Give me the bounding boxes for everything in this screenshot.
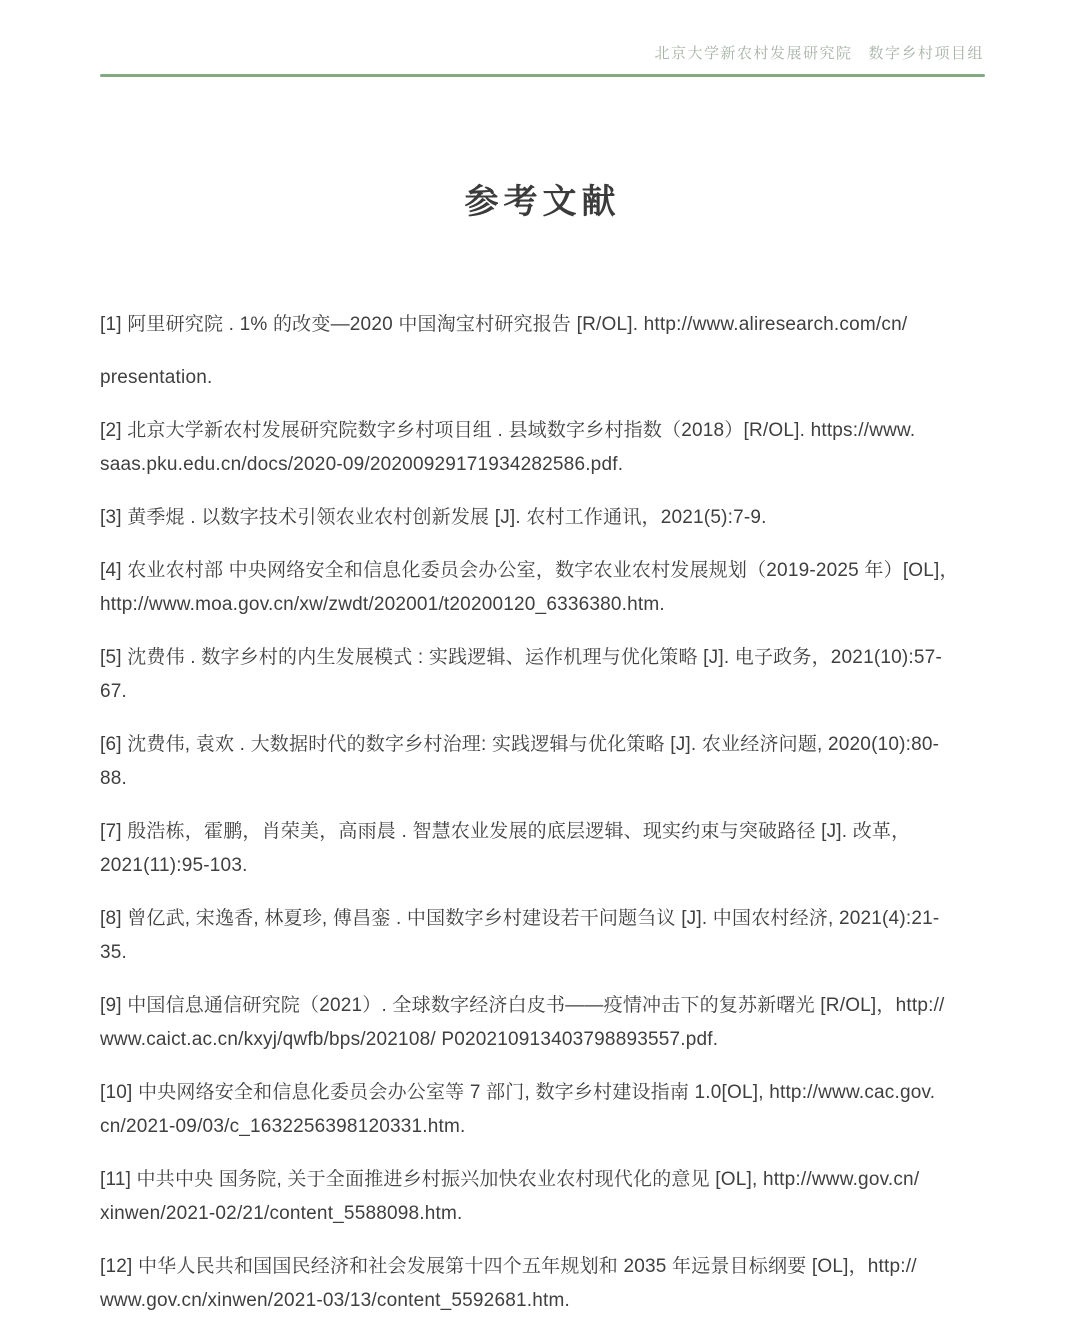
reference-11-line-1: [11] 中共中央 国务院, 关于全面推进乡村振兴加快农业农村现代化的意见 [OL], http://www.gov.cn/: [100, 1169, 920, 1190]
reference-6-line-1: [6] 沈费伟, 袁欢 . 大数据时代的数字乡村治理: 实践逻辑与优化策略 [J]. 农业经济问题, 2020(10):80-: [100, 734, 940, 755]
header-project-group: 数字乡村项目组: [868, 45, 984, 62]
reference-9-line-2: www.caict.ac.cn/kxyj/qwfb/bps/202108/ P020210913403798893557.pdf.: [100, 1029, 719, 1050]
page-title: 参考文献: [464, 183, 621, 221]
reference-item-1: [100, 308, 986, 395]
reference-10-line-1: [10] 中央网络安全和信息化委员会办公室等 7 部门, 数字乡村建设指南 1.0[OL], http://www.cac.gov.: [100, 1082, 936, 1103]
reference-5-line-1: [5] 沈费伟 . 数字乡村的内生发展模式 : 实践逻辑、运作机理与优化策略 [J]. 电子政务，2021(10):57-: [100, 647, 942, 668]
reference-1-line-2: presentation.: [100, 367, 213, 388]
reference-6-line-2: 88.: [100, 768, 128, 789]
reference-7-line-1: [7] 殷浩栋，霍鹏，肖荣美，高雨晨 . 智慧农业发展的底层逻辑、现实约束与突破路径 [J]. 改革，: [100, 821, 911, 842]
reference-8-line-2: 35.: [100, 942, 128, 963]
reference-item-11: [100, 1163, 986, 1231]
reference-item-9: [100, 989, 986, 1057]
reference-9-line-1: [9] 中国信息通信研究院（2021）. 全球数字经济白皮书——疫情冲击下的复苏新曙光 [R/OL]，http://: [100, 995, 945, 1016]
reference-2-line-1: [2] 北京大学新农村发展研究院数字乡村项目组 . 县域数字乡村指数（2018）[R/OL]. https://www.: [100, 420, 916, 441]
reference-item-10: [100, 1076, 986, 1144]
reference-3-line-1: [3] 黄季焜 . 以数字技术引领农业农村创新发展 [J]. 农村工作通讯，2021(5):7-9.: [100, 507, 767, 528]
header-divider-line: [100, 74, 985, 77]
reference-5-line-2: 67.: [100, 681, 128, 702]
references-list: [100, 308, 986, 1323]
reference-12-line-1: [12] 中华人民共和国国民经济和社会发展第十四个五年规划和 2035 年远景目标纲要 [OL]，http://: [100, 1256, 917, 1277]
reference-10-line-2: cn/2021-09/03/c_1632256398120331.htm.: [100, 1116, 466, 1137]
reference-4-line-1: [4] 农业农村部 中央网络安全和信息化委员会办公室，数字农业农村发展规划（2019-2025 年）[OL]，: [100, 560, 959, 581]
reference-8-line-1: [8] 曾亿武, 宋逸香, 林夏珍, 傅昌銮 . 中国数字乡村建设若干问题刍议 [J]. 中国农村经济, 2021(4):21-: [100, 908, 940, 929]
reference-item-6: [100, 728, 986, 796]
reference-item-5: [100, 641, 986, 709]
reference-item-12: [100, 1250, 986, 1318]
reference-2-line-2: saas.pku.edu.cn/docs/2020-09/20200929171934282586.pdf.: [100, 454, 624, 475]
reference-12-line-2: www.gov.cn/xinwen/2021-03/13/content_5592681.htm.: [100, 1290, 570, 1311]
page-header: [654, 42, 984, 63]
reference-item-7: [100, 815, 986, 883]
header-institute: 北京大学新农村发展研究院: [654, 45, 853, 62]
reference-1-line-1: [1] 阿里研究院 . 1% 的改变—2020 中国淘宝村研究报告 [R/OL]. http://www.aliresearch.com/cn/: [100, 314, 908, 335]
reference-11-line-2: xinwen/2021-02/21/content_5588098.htm.: [100, 1203, 463, 1224]
reference-item-4: [100, 554, 986, 622]
reference-item-3: [100, 501, 986, 535]
reference-4-line-2: http://www.moa.gov.cn/xw/zwdt/202001/t20200120_6336380.htm.: [100, 594, 665, 615]
reference-item-2: [100, 414, 986, 482]
reference-7-line-2: 2021(11):95-103.: [100, 855, 248, 876]
reference-item-8: [100, 902, 986, 970]
